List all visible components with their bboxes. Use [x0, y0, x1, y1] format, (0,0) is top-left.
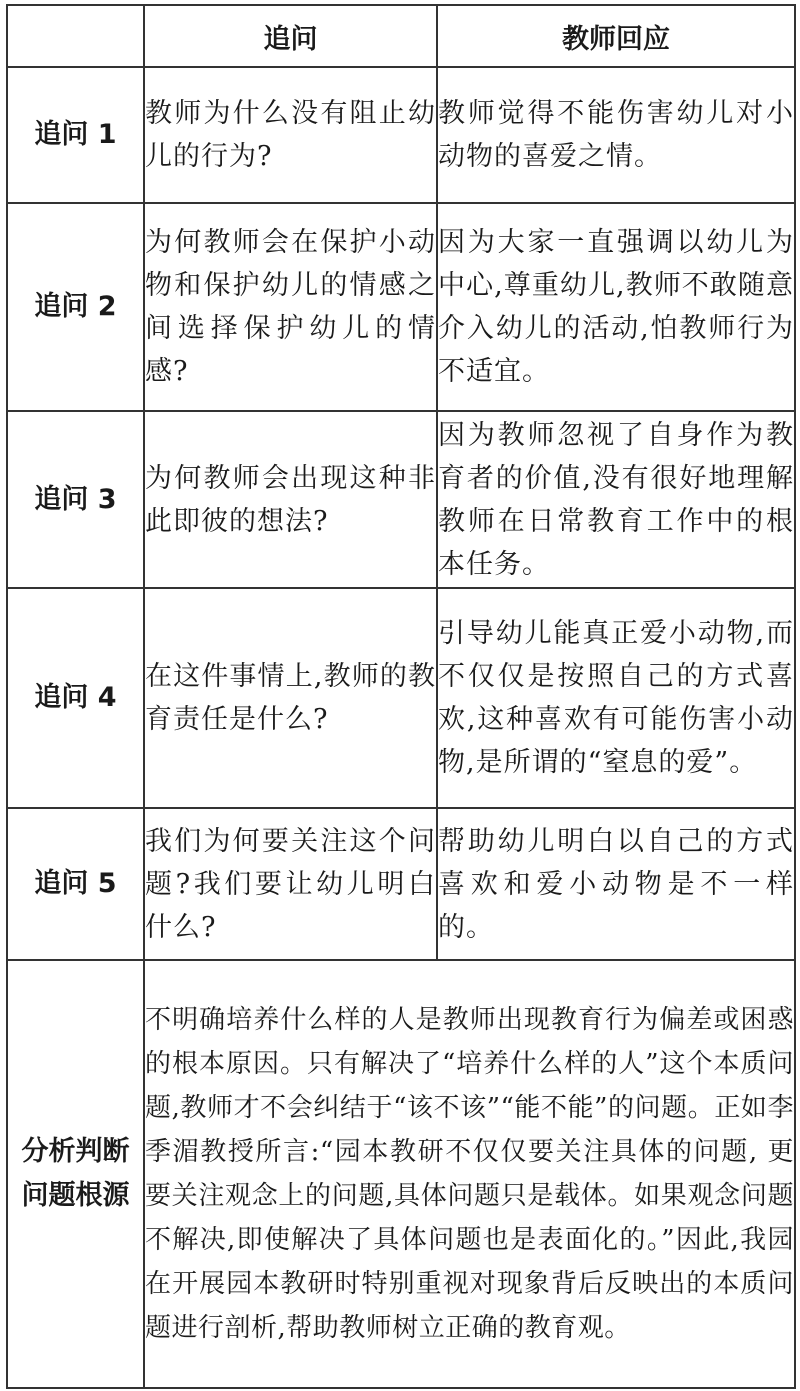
header-row — [7, 5, 795, 67]
response-cell: 因为教师忽视了自身作为教育者的价值,没有很好地理解教师在日常教育工作中的根本任务。 — [437, 411, 795, 588]
response-cell: 帮助幼儿明白以自己的方式喜欢和爱小动物是不一样的。 — [437, 808, 795, 960]
header-question: 追问 — [144, 5, 437, 67]
row-label: 追问 1 — [7, 67, 144, 203]
question-cell: 在这件事情上,教师的教育责任是什么? — [144, 588, 437, 808]
question-cell: 为何教师会在保护小动物和保护幼儿的情感之间选择保护幼儿的情感? — [144, 203, 437, 411]
row-label: 追问 5 — [7, 808, 144, 960]
row-label: 追问 3 — [7, 411, 144, 588]
row-label: 追问 2 — [7, 203, 144, 411]
analysis-row — [7, 960, 795, 1388]
table-row — [7, 411, 795, 588]
table-row — [7, 67, 795, 203]
header-response: 教师回应 — [437, 5, 795, 67]
question-cell: 教师为什么没有阻止幼儿的行为? — [144, 67, 437, 203]
table-row — [7, 588, 795, 808]
row-label: 追问 4 — [7, 588, 144, 808]
analysis-text: 不明确培养什么样的人是教师出现教育行为偏差或困惑的根本原因。只有解决了“培养什么样的人”这个本质问题,教师才不会纠结于“该不该”“能不能”的问题。正如李季湄教授所言:“园本教研不仅仅要关注具体的问题, 更要关注观念上的问题,具体问题只是载体。如果观念问题不解决,即使解决了具体问题也是表面化的。”因此,我园在开展园本教研时特别重视对现象背后反映出的本质问题进行剖析,帮助教师树立正确的教育观。 — [144, 960, 795, 1388]
question-cell: 我们为何要关注这个问题?我们要让幼儿明白什么? — [144, 808, 437, 960]
response-cell: 因为大家一直强调以幼儿为中心,尊重幼儿,教师不敢随意介入幼儿的活动,怕教师行为不适宜。 — [437, 203, 795, 411]
header-corner — [7, 5, 144, 67]
response-cell: 教师觉得不能伤害幼儿对小动物的喜爱之情。 — [437, 67, 795, 203]
question-cell: 为何教师会出现这种非此即彼的想法? — [144, 411, 437, 588]
table-row — [7, 808, 795, 960]
response-cell: 引导幼儿能真正爱小动物,而不仅仅是按照自己的方式喜欢,这种喜欢有可能伤害小动物,是所谓的“窒息的爱”。 — [437, 588, 795, 808]
inquiry-table — [6, 4, 796, 1389]
analysis-label — [7, 960, 144, 1388]
analysis-label-text: 分析判断问题根源 — [21, 1136, 130, 1211]
table-row — [7, 203, 795, 411]
